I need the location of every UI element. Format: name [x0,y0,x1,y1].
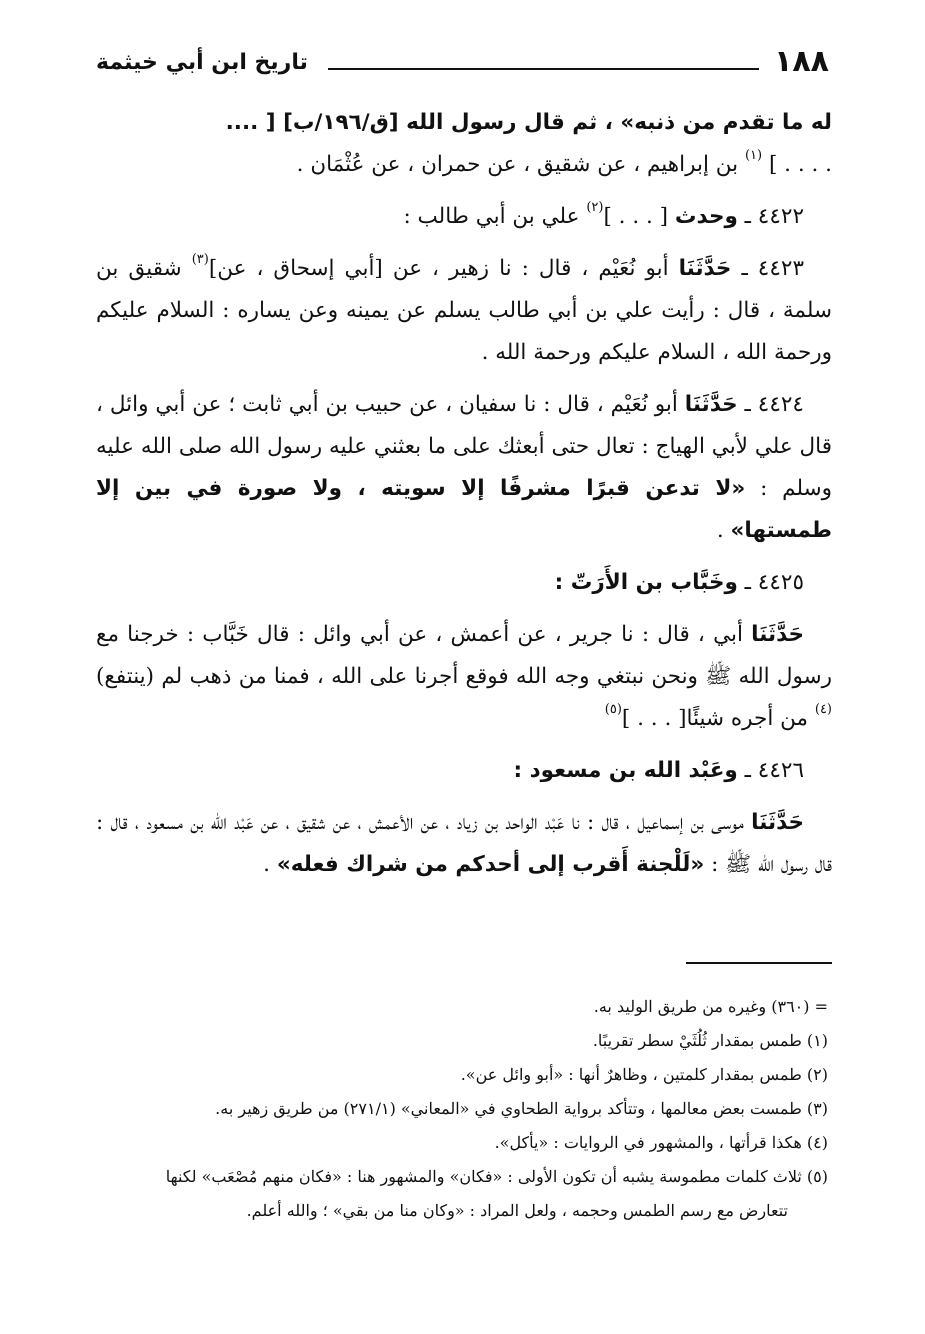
footnote-continuation: = (٣٦٠) وغيره من طريق الوليد به. [593,997,828,1016]
hadith-4426-heading [96,750,832,792]
hadith-4426 [96,802,832,886]
continuation-line-2: بن إبراهيم ، عن شقيق ، عن حمران ، عن عُثْمَان . [296,152,739,177]
hadith-end: . [716,518,724,543]
continuation-line-1: له ما تقدم من ذنبه» ، ثم قال رسول الله [ق/١٩٦/ب] [ .... [225,110,832,135]
hadith-text: [ . . . ] [603,204,669,229]
hadith-number: ٤٤٢٤ ـ [744,392,804,417]
running-title: تاريخ ابن أبي خيثمة [96,50,308,75]
hadith-label: حَدَّثَنَا [751,810,804,835]
hadith-label: حَدَّثَنَا [684,392,738,417]
hadith-label: وحدث [674,204,738,229]
hadith-text-cont: من أجره شيئًا[ . . . ] [621,706,809,731]
footnote-separator [686,962,832,964]
footnote-ref-4: (٤) [814,702,832,717]
main-text [96,102,832,896]
hadith-text: أبو نُعَيْم ، قال : نا سفيان ، عن حبيب بن أبي ثابت ؛ عن أبي وائل ، قال علي لأبي الهياج : تعال حتى أبعثك على ما بعثني عليه رسول الله صلى الله عليه وسلم : [96,392,832,501]
hadith-quote: «لَلْجنة أَقرب إلى أحدكم من شراك فعله» [276,852,705,877]
section-heading: وخَبَّاب بن الأَرَتّ : [554,570,738,595]
footnote-3: (٣) طمست بعض معالمها ، وتتأكد برواية الطحاوي في «المعاني» (٢٧١/١) من طريق زهير به. [215,1099,828,1118]
hadith-text: موسى بن إسماعيل ، قال : نا عَبْد الواحد بن زياد ، عن الأعمش ، عن شقيق ، عن عَبْد الله بن مسعود ، قال : قال رسول الله ﷺ : [96,810,832,877]
hadith-quote: «لا تدعن قبرًا مشرفًا إلا سويته ، ولا صورة في بين إلا طمستها» [96,476,832,543]
footnote-ref-5: (٥) [604,702,622,717]
footnote-1: (١) طمس بمقدار ثُلُثَيْ سطر تقريبًا. [592,1031,828,1050]
hadith-text-cont: علي بن أبي طالب : [403,204,580,229]
footnote-ref-1: (١) [744,148,763,163]
hadith-text: أبو نُعَيْم ، قال : نا زهير ، عن [أبي إسحاق ، عن] [208,256,669,281]
footnote-4: (٤) هكذا قرأتها ، والمشهور في الروايات : «يأكل». [494,1133,828,1152]
footnote-ref-2: (٢) [586,200,604,215]
page-header [96,44,829,90]
hadith-label: حَدَّثَنَا [678,256,732,281]
hadith-4425 [96,614,832,740]
hadith-4423 [96,248,832,374]
section-heading: وعَبْد الله بن مسعود : [513,758,738,783]
footnote-2: (٢) طمس بمقدار كلمتين ، وظاهرٌ أنها : «أبو وائل عن». [460,1065,828,1084]
hadith-text-cont: شقيق بن سلمة ، قال : رأيت علي بن أبي طالب يسلم عن يمينه وعن يساره : السلام عليكم ورحمة الله ، السلام عليكم ورحمة الله . [96,256,832,365]
header-rule [328,68,759,70]
paragraph-continuation [96,102,832,186]
hadith-end: . [263,852,270,877]
hadith-label: حَدَّثَنَا [751,622,804,647]
hadith-number: ٤٤٢٥ ـ [744,570,804,595]
hadith-number: ٤٤٢٢ ـ [744,204,804,229]
hadith-number: ٤٤٢٣ ـ [741,256,804,281]
footnotes [96,992,828,1230]
ellipsis-bracket: . . . . ] [768,152,832,177]
footnote-ref-3: (٣) [191,252,209,267]
hadith-text: أبي ، قال : نا جرير ، عن أعمش ، عن أبي وائل : قال خَبَّاب : خرجنا مع رسول الله ﷺ ونحن نبتغي وجه الله فوقع أجرنا على الله ، فمنا من ذهب لم (ينتفع) [96,622,832,689]
hadith-4425-heading [96,562,832,604]
footnote-5-cont: تتعارض مع رسم الطمس وحجمه ، ولعل المراد : «وكان منا من بقي» ؛ والله أعلم. [246,1201,788,1220]
hadith-4422 [96,196,832,238]
page-number: ١٨٨ [774,44,829,79]
hadith-number: ٤٤٢٦ ـ [744,758,804,783]
hadith-4424 [96,384,832,552]
footnote-5: (٥) ثلاث كلمات مطموسة يشبه أن تكون الأولى : «فكان» والمشهور هنا : «فكان منهم مُصْعَب» لكنها [165,1167,828,1186]
